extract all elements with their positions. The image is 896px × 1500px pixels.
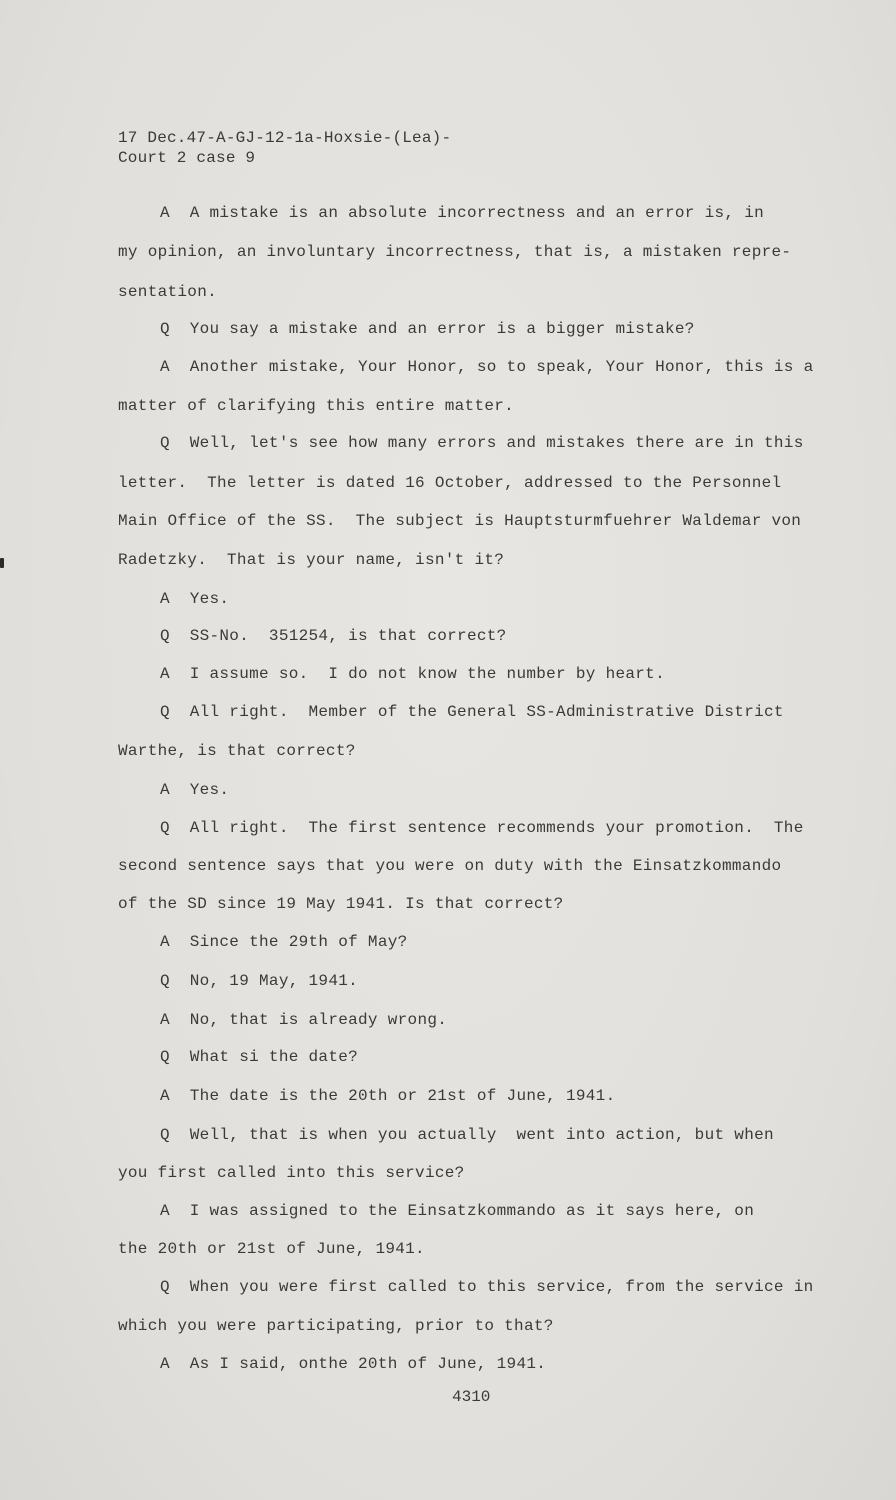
transcript-line: Radetzky. That is your name, isn't it? (118, 551, 505, 569)
transcript-line: A No, that is already wrong. (160, 1011, 448, 1029)
margin-mark (0, 558, 4, 568)
transcript-line: second sentence says that you were on duty with the Einsatzkommando (118, 857, 782, 875)
transcript-line: Warthe, is that correct? (118, 742, 356, 760)
transcript-line: which you were participating, prior to that? (118, 1317, 554, 1335)
transcript-line: A Yes. (160, 781, 230, 799)
header-reference: 17 Dec.47-A-GJ-12-1a-Hoxsie-(Lea)- (118, 129, 452, 147)
transcript-line: A Yes. (160, 590, 230, 608)
header-court-case: Court 2 case 9 (118, 149, 256, 167)
transcript-line: you first called into this service? (118, 1164, 465, 1182)
transcript-line: Q You say a mistake and an error is a bigger mistake? (160, 320, 695, 338)
transcript-line: sentation. (118, 283, 218, 301)
transcript-line: Q When you were first called to this service, from the service in (160, 1278, 814, 1296)
transcript-line: A Since the 29th of May? (160, 933, 408, 951)
transcript-line: Q SS-No. 351254, is that correct? (160, 627, 507, 645)
transcript-line: my opinion, an involuntary incorrectness, that is, a mistaken repre- (118, 243, 792, 261)
transcript-line: A Another mistake, Your Honor, so to speak, Your Honor, this is a (160, 358, 814, 376)
transcript-line: A I was assigned to the Einsatzkommando as it says here, on (160, 1202, 755, 1220)
transcript-line: Q What si the date? (160, 1048, 359, 1066)
transcript-line: A I assume so. I do not know the number by heart. (160, 665, 665, 683)
transcript-line: Q No, 19 May, 1941. (160, 972, 359, 990)
transcript-line: of the SD since 19 May 1941. Is that correct? (118, 895, 564, 913)
transcript-line: Q All right. Member of the General SS-Administrative District (160, 703, 784, 721)
transcript-line: A A mistake is an absolute incorrectness and an error is, in (160, 204, 764, 222)
document-header (118, 128, 451, 168)
transcript-line: Main Office of the SS. The subject is Hauptsturmfuehrer Waldemar von (118, 512, 802, 530)
transcript-line: letter. The letter is dated 16 October, addressed to the Personnel (118, 474, 782, 492)
transcript-line: A The date is the 20th or 21st of June, 1941. (160, 1087, 616, 1105)
transcript-line: the 20th or 21st of June, 1941. (118, 1240, 425, 1258)
page-number: 4310 (452, 1388, 491, 1406)
transcript-line: matter of clarifying this entire matter. (118, 397, 515, 415)
transcript-line: A As I said, onthe 20th of June, 1941. (160, 1355, 547, 1373)
transcript-line: Q Well, that is when you actually went into action, but when (160, 1126, 774, 1144)
transcript-line: Q Well, let's see how many errors and mistakes there are in this (160, 434, 804, 452)
transcript-line: Q All right. The first sentence recommends your promotion. The (160, 819, 804, 837)
